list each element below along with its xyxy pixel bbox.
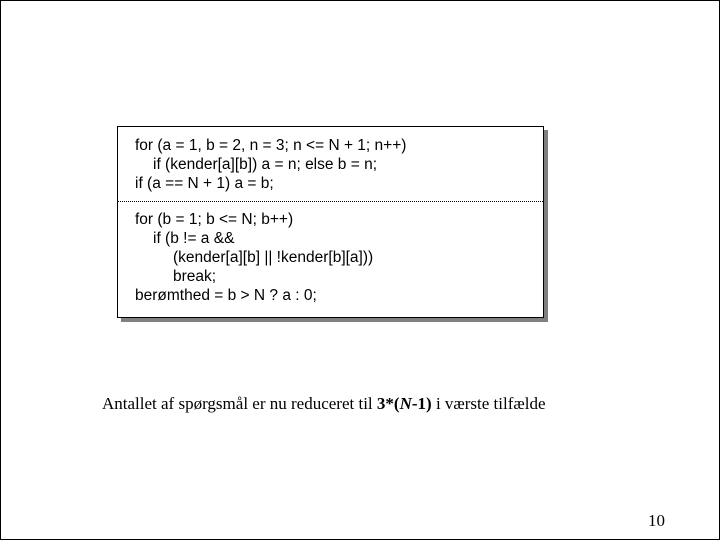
caption-suffix: i værste tilfælde	[431, 394, 546, 413]
caption-expr-var: N	[399, 394, 412, 413]
caption-expr-end: -1)	[411, 394, 432, 413]
dotted-divider	[118, 201, 543, 202]
code-line: for (a = 1, b = 2, n = 3; n <= N + 1; n++)	[135, 137, 407, 154]
caption-prefix: Antallet af spørgsmål er nu reduceret til	[102, 394, 377, 413]
code-line: for (b = 1; b <= N; b++)	[135, 211, 294, 228]
code-line: if (b != a &&	[153, 230, 235, 247]
code-line: if (kender[a][b]) a = n; else b = n;	[153, 156, 378, 173]
code-line: berømthed = b > N ? a : 0;	[135, 287, 317, 304]
code-line: (kender[a][b] || !kender[b][a]))	[173, 249, 374, 266]
caption-expr-start: 3*(	[376, 394, 400, 413]
code-line: break;	[173, 268, 217, 285]
caption-text	[102, 394, 545, 414]
page-number: 10	[648, 511, 665, 530]
code-block	[117, 126, 544, 318]
code-line: if (a == N + 1) a = b;	[135, 175, 274, 192]
